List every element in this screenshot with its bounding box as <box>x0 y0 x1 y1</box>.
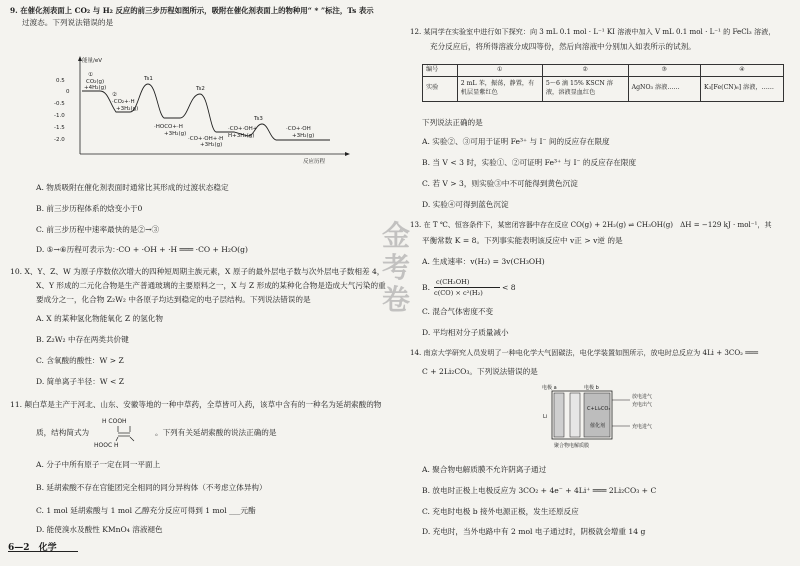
q11-option-c[interactable]: C. 1 mol 延胡索酸与 1 mol 乙醇充分反应可得到 1 mol ___元酯 <box>36 506 256 515</box>
charge-inlet-label: 充电进气 <box>632 424 653 430</box>
q14-option-d[interactable]: D. 充电时，当外电路中有 2 mol 电子通过时，阴极就会增重 14 g <box>422 527 646 536</box>
table-row-label: 实验 <box>423 76 458 101</box>
svg-text:H+3H₂(g): H+3H₂(g) <box>228 133 255 139</box>
table-header-cell: 编号 <box>423 65 458 77</box>
svg-text:Ts2: Ts2 <box>196 86 205 92</box>
svg-text:·HOCO+·H: ·HOCO+·H <box>154 124 183 130</box>
q14-electrochemical-cell-diagram <box>540 382 680 450</box>
left-column <box>0 0 398 566</box>
q13-option-c[interactable]: C. 混合气体密度不变 <box>422 307 494 316</box>
svg-text:②: ② <box>112 92 117 98</box>
polymer-membrane-label: 聚合物电解质膜 <box>554 443 590 449</box>
q9-ytick: 0 <box>66 89 70 95</box>
q10-option-a[interactable]: A. X 的某种氢化物能氧化 Z 的氢化物 <box>36 314 163 323</box>
q13-option-b-label: B. <box>422 283 430 292</box>
q14-option-a[interactable]: A. 聚合物电解质膜不允许阴离子通过 <box>422 465 547 474</box>
table-cell: AgNO₃ 溶液…… <box>628 76 700 101</box>
q9-stem-line2: 过渡态。下列说法错误的是 <box>22 18 114 27</box>
cathode-mix-label: C+Li₂CO₃ <box>587 406 611 412</box>
q10-stem-line1: 10. X、Y、Z、W 为原子序数依次增大的四种短周期主族元素，X 原子的最外层电子数与次外层电子数相差 4， <box>10 267 385 276</box>
lithium-label: Li <box>543 414 548 420</box>
q9-stem-line1: 9. 在催化剂表面上 CO₂ 与 H₂ 反应的前三步历程如图所示，吸附在催化剂表面上的物种用“ * ”标注，Ts 表示 <box>10 6 374 15</box>
q13-option-d[interactable]: D. 平均相对分子质量减小 <box>422 328 509 337</box>
q13-fraction-numerator: c(CH₃OH) <box>436 278 470 286</box>
q11-stem-line2a: 质，结构简式为 <box>36 428 90 437</box>
svg-text:HOOC H: HOOC H <box>94 442 119 449</box>
svg-text:·CO+·OH+: ·CO+·OH+ <box>228 126 258 132</box>
q12-stem-line1: 12. 某同学在实验室中进行如下探究：向 3 mL 0.1 mol · L⁻¹ KI 溶液中加入 V mL 0.1 mol · L⁻¹ 的 FeCl₃ 溶液， <box>410 27 776 36</box>
q13-fraction-denominator: c(CO) × c²(H₂) <box>434 289 483 297</box>
table-header-cell: ④ <box>701 65 784 77</box>
q11-option-d[interactable]: D. 能使溴水及酸性 KMnO₄ 溶液褪色 <box>36 525 163 534</box>
svg-text:+4H₂(g): +4H₂(g) <box>84 85 107 91</box>
q9-ytick: -0.5 <box>54 101 65 107</box>
q9-option-d[interactable]: D. ⑤→⑥历程可表示为：·CO + ·OH + ·H ═══ ·CO + H₂O(g) <box>36 245 248 254</box>
q12-option-a[interactable]: A. 实验②、③可用于证明 Fe³⁺ 与 I⁻ 间的反应存在限度 <box>422 137 610 146</box>
svg-text:+3H₂(g): +3H₂(g) <box>164 131 187 137</box>
table-cell: 2 mL 苯，振荡，静置，有机层显紫红色 <box>457 76 542 101</box>
q12-experiment-table <box>422 64 784 102</box>
q9-ytick: -2.0 <box>54 137 65 143</box>
q9-ytick: 0.5 <box>56 78 65 84</box>
cathode-region <box>584 393 610 437</box>
q10-stem-line2: X、Y 形成的二元化合物是生产普通玻璃的主要原料之一，X 与 Z 形成的某种化合物是造成大气污染的重 <box>36 281 386 290</box>
svg-text:+3H₂(g): +3H₂(g) <box>116 106 139 112</box>
table-header-cell: ② <box>542 65 628 77</box>
q9-option-a[interactable]: A. 物质吸附在催化剂表面时通常比其形成的过渡状态稳定 <box>36 183 229 192</box>
electrode-b-label: 电极 b <box>584 385 599 391</box>
svg-text:+3H₂(g): +3H₂(g) <box>292 133 315 139</box>
svg-text:·CO+·OH: ·CO+·OH <box>286 126 311 132</box>
q10-stem-line3: 要成分之一，化合物 Z₂W₂ 中各原子均达到稳定的电子层结构。下列说法错误的是 <box>36 295 311 304</box>
electrode-a-label: 电极 a <box>542 385 557 391</box>
q13-stem-line1: 13. 在 T ℃、恒容条件下，某密闭容器中存在反应 CO(g) + 2H₂(g) ⇌ CH₃OH(g) ΔH = −129 kJ · mol⁻¹，其 <box>410 220 772 229</box>
right-column <box>404 0 794 566</box>
page-number: 6—2 <box>8 543 30 553</box>
q12-option-b[interactable]: B. 当 V < 3 时，实验①、②可证明 Fe³⁺ 与 I⁻ 的反应存在限度 <box>422 158 637 167</box>
svg-text:+3H₂(g): +3H₂(g) <box>200 142 223 148</box>
table-row <box>423 76 784 101</box>
table-cell: 5～6 滴 15% KSCN 溶液，溶液显血红色 <box>542 76 628 101</box>
q12-option-c[interactable]: C. 若 V > 3，则实验③中不可能得到黄色沉淀 <box>422 179 578 188</box>
electrolyte-membrane <box>570 393 580 437</box>
table-header-row <box>423 65 784 77</box>
q10-option-d[interactable]: D. 简单离子半径：W < Z <box>36 377 125 386</box>
q11-stem-line1: 11. 颠白草是主产于河北、山东、安徽等地的一种中草药，全草皆可入药，该草中含有的一种名为延胡索酸的物 <box>10 400 382 409</box>
catalyst-label: 催化剂 <box>590 423 606 429</box>
q9-option-b[interactable]: B. 前三步历程体系的焓变小于0 <box>36 204 143 213</box>
q11-structure-formula <box>94 416 154 450</box>
q12-question: 下列说法正确的是 <box>422 118 483 127</box>
q9-option-c[interactable]: C. 前三步历程中速率最快的是②→③ <box>36 225 160 234</box>
q13-option-b[interactable] <box>422 277 542 301</box>
svg-text:CO₂(g): CO₂(g) <box>86 79 105 85</box>
q10-option-c[interactable]: C. 含氧酸的酸性：W > Z <box>36 356 124 365</box>
footer-rule <box>8 551 78 552</box>
lithium-electrode <box>554 393 564 437</box>
q14-option-b[interactable]: B. 放电时正极上电极反应为 3CO₂ + 4e⁻ + 4Li⁺ ═══ 2Li₂CO₃ + C <box>422 486 657 495</box>
q14-stem-line1: 14. 南京大学研究人员发明了一种电化学大气固碳法，电化学装置如图所示，放电时总反应为 4Li + 3CO₂ ═══ <box>410 348 759 357</box>
q9-x-label: 反应历程 <box>303 159 326 165</box>
q9-y-label: 能量/eV <box>82 58 102 64</box>
table-header-cell: ① <box>457 65 542 77</box>
q14-stem-line2: C + 2Li₂CO₃。下列说法错误的是 <box>422 367 538 376</box>
table-header-cell: ③ <box>628 65 700 77</box>
svg-text:①: ① <box>88 72 93 78</box>
q11-option-a[interactable]: A. 分子中所有原子一定在同一平面上 <box>36 460 161 469</box>
svg-text:H COOH: H COOH <box>102 418 127 425</box>
q14-option-c[interactable]: C. 充电时电极 b 接外电源正极，发生还原反应 <box>422 507 579 516</box>
q12-option-d[interactable]: D. 实验④可得到蓝色沉淀 <box>422 200 509 209</box>
svg-text:·CO+·OH+·H: ·CO+·OH+·H <box>188 136 224 142</box>
q11-option-b[interactable]: B. 延胡索酸不存在官能团完全相同的同分异构体（不考虑立体异构） <box>36 483 267 492</box>
q13-option-a[interactable]: A. 生成速率：v(H₂) = 3v(CH₃OH) <box>422 257 545 266</box>
discharge-inlet-label: 放电进气 <box>632 394 653 400</box>
subject-name: 化学 <box>38 543 57 553</box>
svg-text:·CO₂+·H: ·CO₂+·H <box>112 99 135 105</box>
svg-text:Ts3: Ts3 <box>254 116 263 122</box>
q13-stem-line2: 平衡常数 K = 8。下列事实能表明该反应中 v正 > v逆 的是 <box>422 236 623 245</box>
watermark-stamp: 金考卷 <box>381 219 410 316</box>
q9-ytick: -1.0 <box>54 113 65 119</box>
svg-text:Ts1: Ts1 <box>144 76 153 82</box>
q10-option-b[interactable]: B. Z₂W₂ 中存在两类共价键 <box>36 335 129 344</box>
table-cell: K₃[Fe(CN)₆] 溶液，…… <box>701 76 784 101</box>
charge-outlet-label: 充电出气 <box>632 402 653 408</box>
q9-ytick: -1.5 <box>54 125 65 131</box>
q12-stem-line2: 充分反应后，将所得溶液分成四等份，然后向溶液中分别加入如表所示的试剂。 <box>430 42 696 51</box>
q13-option-b-relation: < 8 <box>502 283 516 292</box>
q9-energy-diagram <box>48 56 358 168</box>
q11-stem-line2b: 。下列有关延胡索酸的说法正确的是 <box>155 428 277 437</box>
